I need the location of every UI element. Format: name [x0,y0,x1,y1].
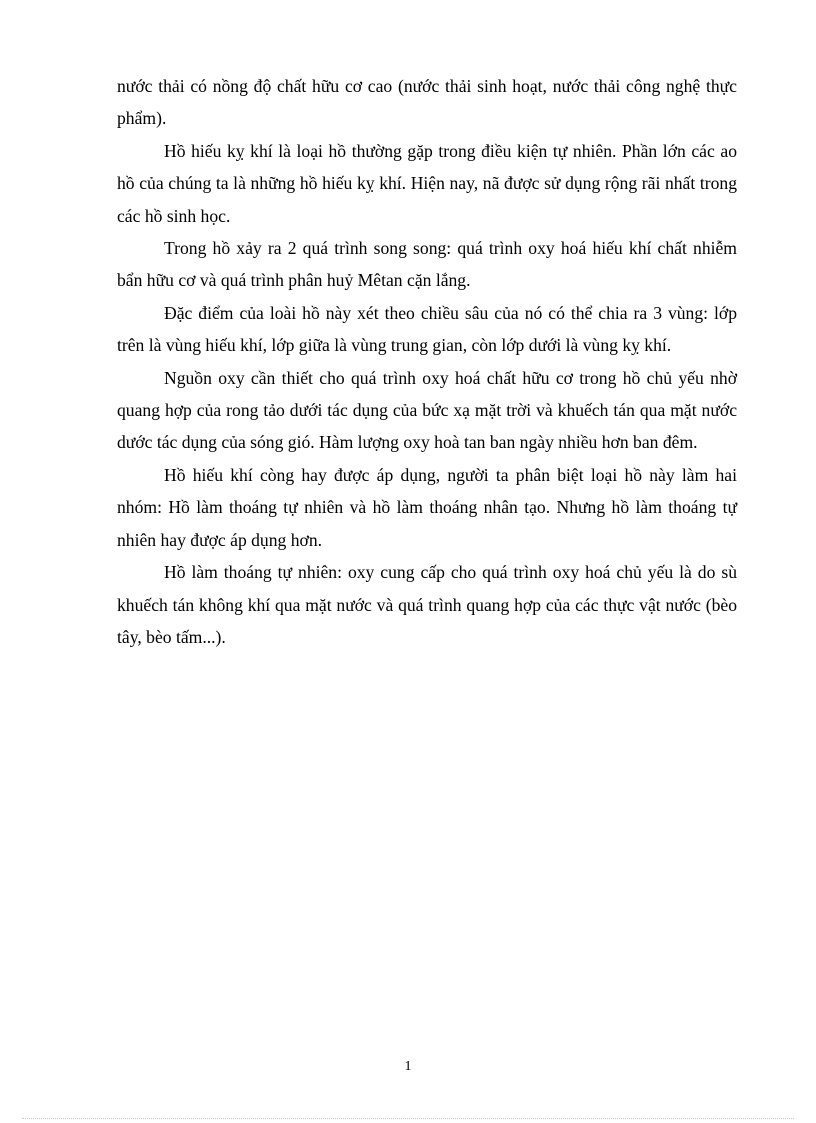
page-number: 1 [404,1059,412,1074]
paragraph: Đặc điểm của loài hồ này xét theo chiều sâu của nó có thể chia ra 3 vùng: lớp trên là vùng hiếu khí, lớp giữa là vùng trung gian, còn lớp dưới là vùng kỵ khí. [117,302,737,356]
page-bottom-divider [22,1118,794,1119]
paragraph: Trong hồ xảy ra 2 quá trình song song: quá trình oxy hoá hiếu khí chất nhiễm bẩn hữu cơ và quá trình phân huỷ Mêtan cặn lắng. [117,238,737,291]
paragraph: Nguồn oxy cần thiết cho quá trình oxy hoá chất hữu cơ trong hồ chủ yếu nhờ quang hợp của rong tảo dưới tác dụng của bức xạ mặt trời và khuếch tán qua mặt nước dước tác dụng của sóng gió. Hàm lượng oxy hoà tan ban ngày nhiều hơn ban đêm. [117,367,737,453]
paragraph: Hồ hiếu khí còng hay được áp dụng, người ta phân biệt loại hồ này làm hai nhóm: Hồ làm thoáng tự nhiên và hồ làm thoáng nhân tạo. Nhưng hồ làm thoáng tự nhiên hay được áp dụng hơn. [117,464,737,550]
paragraph: Hồ hiếu kỵ khí là loại hồ thường gặp trong điều kiện tự nhiên. Phần lớn các ao hồ của chúng ta là những hồ hiếu kỵ khí. Hiện nay, nã được sử dụng rộng rãi nhất trong các hồ sinh học. [117,140,737,226]
paragraph: nước thải có nồng độ chất hữu cơ cao (nước thải sinh hoạt, nước thải công nghệ thực phẩm). [117,76,737,129]
body-text [117,70,737,653]
paragraph: Hồ làm thoáng tự nhiên: oxy cung cấp cho quá trình oxy hoá chủ yếu là do sù khuếch tán không khí qua mặt nước và quá trình quang hợp của các thực vật nước (bèo tây, bèo tấm...). [117,562,737,647]
